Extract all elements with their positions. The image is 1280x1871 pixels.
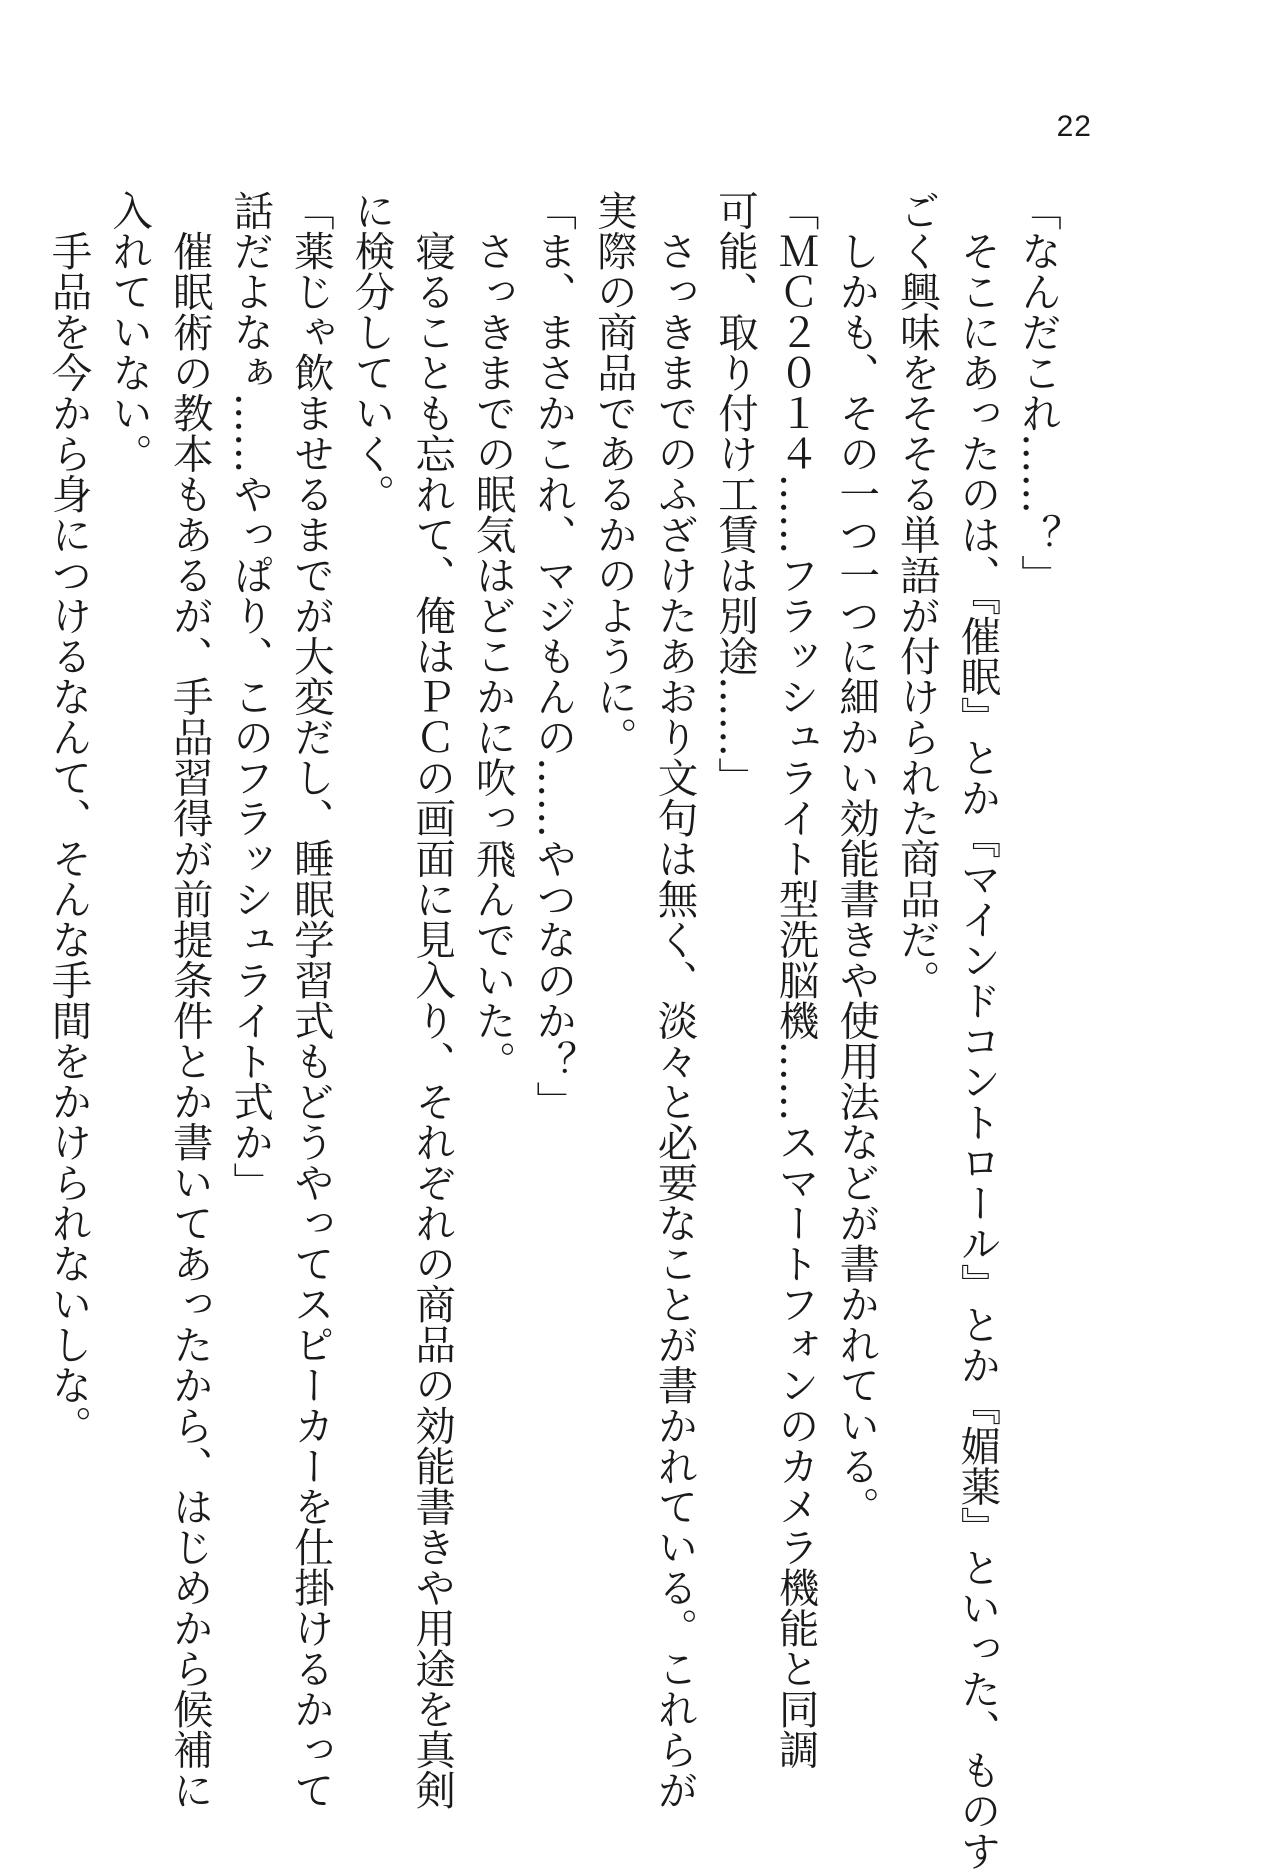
text-line: さっきまでの眠気はどこかに吹っ飛んでいた。 — [468, 190, 517, 1081]
text-line: に検分していく。 — [347, 190, 396, 514]
text-line: 「ま、まさかこれ、マジもんの……やつなのか？」 — [529, 190, 578, 1122]
text-line: 手品を今から身につけるなんて、そんな手間をかけられないしな。 — [44, 190, 93, 1446]
text-line: そこにあったのは、『催眠』とか『マインドコントロール』とか『媚薬』といった、ものす — [953, 190, 1002, 1871]
text-line: 実際の商品であるかのように。 — [589, 190, 638, 757]
text-line: 「薬じゃ飲ませるまでが大変だし、睡眠学習式もどうやってスピーカーを仕掛けるかって — [286, 190, 335, 1810]
text-line: さっきまでのふざけたあおり文句は無く、淡々と必要なことが書かれている。これらが — [650, 190, 699, 1810]
text-line: 「ＭＣ２０１４……フラッシュライト型洗脳機……スマートフォンのカメラ機能と同調 — [771, 190, 820, 1770]
text-line: 「なんだこれ……？」 — [1014, 190, 1062, 595]
text-line: 入れていない。 — [105, 190, 154, 474]
text-line: 話だよなぁ……やっぱり、このフラッシュライト式か」 — [226, 190, 275, 1203]
page-number: 22 — [1056, 110, 1092, 143]
text-line: しかも、その一つ一つに細かい効能書きや使用法などが書かれている。 — [832, 190, 881, 1527]
text-line: 寝ることも忘れて、俺はＰＣの画面に見入り、それぞれの商品の効能書きや用途を真剣 — [408, 190, 457, 1810]
text-line: ごく興味をそそる単語が付けられた商品だ。 — [892, 190, 941, 1000]
body-text — [38, 190, 1068, 1871]
text-line: 催眠術の教本もあるが、手品習得が前提条件とか書いてあったから、はじめから候補に — [165, 190, 214, 1810]
text-line: 可能、取り付け工賃は別途……」 — [711, 190, 760, 798]
